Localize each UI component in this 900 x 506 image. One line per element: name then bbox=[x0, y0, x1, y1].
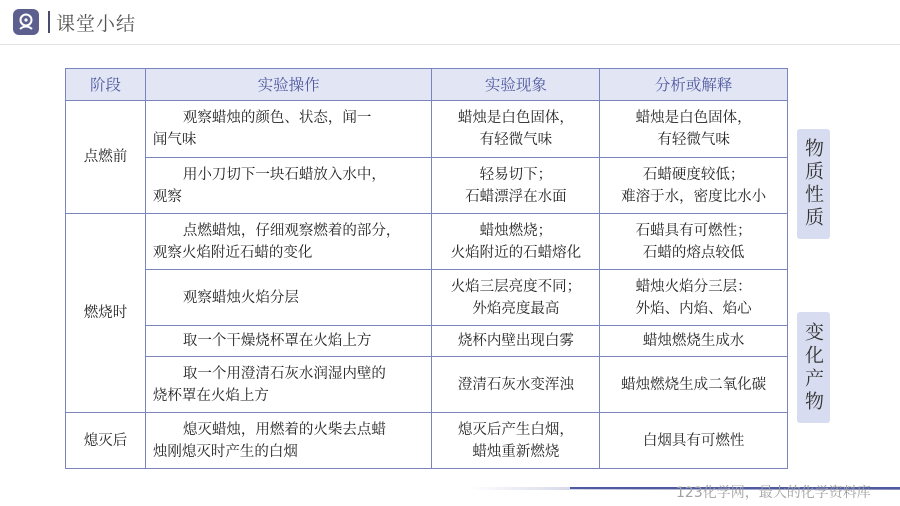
phenomenon-cell: 蜡烛燃烧； 火焰附近的石蜡熔化 bbox=[432, 214, 600, 270]
operation-cell: 取一个干燥烧杯罩在火焰上方 bbox=[145, 326, 432, 357]
analysis-cell: 蜡烛是白色固体， 有轻微气味 bbox=[600, 101, 788, 158]
operation-cell: 观察蜡烛火焰分层 bbox=[145, 270, 432, 326]
phenomenon-cell: 熄灭后产生白烟， 蜡烛重新燃烧 bbox=[432, 413, 600, 469]
table-row bbox=[66, 413, 788, 469]
table-header-row bbox=[66, 69, 788, 101]
title-divider bbox=[48, 11, 50, 33]
header-operation: 实验操作 bbox=[145, 69, 432, 101]
operation-cell: 用小刀切下一块石蜡放入水中， 观察 bbox=[145, 158, 432, 214]
page-title: 课堂小结 bbox=[56, 13, 137, 35]
side-tag-properties: 物质性质 bbox=[797, 129, 830, 239]
header-phenomenon: 实验现象 bbox=[432, 69, 600, 101]
header bbox=[0, 0, 900, 44]
table-row bbox=[66, 101, 788, 158]
analysis-cell: 蜡烛火焰分三层： 外焰、内焰、焰心 bbox=[600, 270, 788, 326]
phenomenon-cell: 火焰三层亮度不同； 外焰亮度最高 bbox=[432, 270, 600, 326]
table-row bbox=[66, 357, 788, 413]
header-divider bbox=[0, 44, 900, 45]
analysis-cell: 蜡烛燃烧生成二氧化碳 bbox=[600, 357, 788, 413]
operation-cell: 取一个用澄清石灰水润湿内壁的 烧杯罩在火焰上方 bbox=[145, 357, 432, 413]
operation-cell: 熄灭蜡烛，用燃着的火柴去点蜡 烛刚熄灭时产生的白烟 bbox=[145, 413, 432, 469]
operation-cell: 观察蜡烛的颜色、状态，闻一 闻气味 bbox=[145, 101, 432, 158]
phenomenon-cell: 澄清石灰水变浑浊 bbox=[432, 357, 600, 413]
header-analysis: 分析或解释 bbox=[600, 69, 788, 101]
table-row bbox=[66, 214, 788, 270]
phenomenon-cell: 轻易切下； 石蜡漂浮在水面 bbox=[432, 158, 600, 214]
stage-cell: 燃烧时 bbox=[66, 214, 146, 413]
watermark: 123化学网，最大的化学资料库 bbox=[676, 485, 871, 501]
stage-cell: 点燃前 bbox=[66, 101, 146, 214]
operation-cell: 点燃蜡烛，仔细观察燃着的部分， 观察火焰附近石蜡的变化 bbox=[145, 214, 432, 270]
side-tag-products: 变化产物 bbox=[797, 312, 830, 423]
stage-cell: 熄灭后 bbox=[66, 413, 146, 469]
analysis-cell: 蜡烛燃烧生成水 bbox=[600, 326, 788, 357]
table-row bbox=[66, 326, 788, 357]
course-logo-icon bbox=[13, 9, 39, 35]
analysis-cell: 石蜡具有可燃性； 石蜡的熔点较低 bbox=[600, 214, 788, 270]
analysis-cell: 白烟具有可燃性 bbox=[600, 413, 788, 469]
header-stage: 阶段 bbox=[66, 69, 146, 101]
phenomenon-cell: 烧杯内壁出现白雾 bbox=[432, 326, 600, 357]
table-row bbox=[66, 270, 788, 326]
phenomenon-cell: 蜡烛是白色固体， 有轻微气味 bbox=[432, 101, 600, 158]
summary-table bbox=[65, 68, 788, 469]
table-row bbox=[66, 158, 788, 214]
analysis-cell: 石蜡硬度较低； 难溶于水，密度比水小 bbox=[600, 158, 788, 214]
